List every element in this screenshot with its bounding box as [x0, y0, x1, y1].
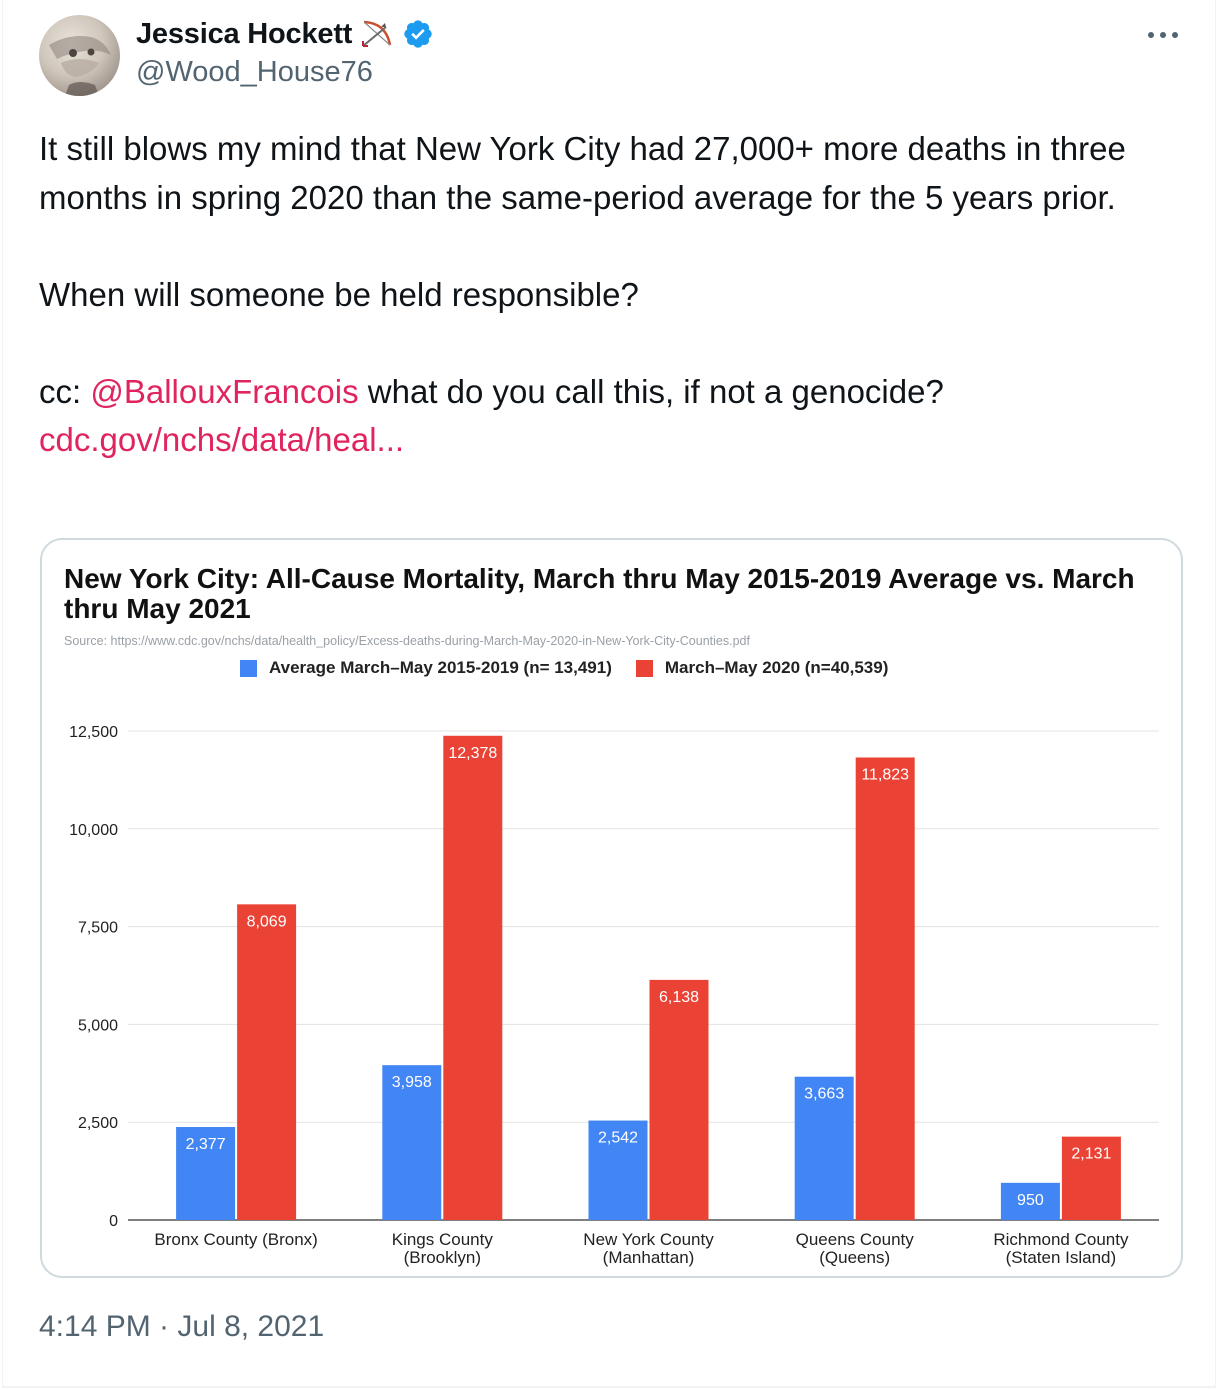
- x-tick-label: (Staten Island): [1005, 1248, 1117, 1267]
- more-options-button[interactable]: [1143, 20, 1183, 50]
- legend-label-2020: March–May 2020 (n=40,539): [664, 658, 889, 677]
- tweet-text: [39, 125, 1189, 465]
- display-name[interactable]: Jessica Hockett: [136, 17, 353, 50]
- y-tick-label: 2,500: [77, 1115, 118, 1133]
- data-label: 6,138: [658, 988, 700, 1006]
- author-handle[interactable]: @Wood_House76: [136, 56, 373, 88]
- tweet-card: [2, 0, 1216, 1388]
- bow-and-arrow-icon: [360, 19, 394, 49]
- cc-prefix: cc:: [39, 372, 91, 410]
- data-label: 8,069: [246, 913, 287, 931]
- tweet-paragraph-1: It still blows my mind that New York City had 27,000+ more deaths in three months in spring 2020 than the same-period average for the 5 years prior.: [39, 130, 1126, 216]
- bar-2020: [856, 757, 915, 1220]
- bar-2020: [443, 736, 502, 1220]
- y-tick-label: 10,000: [69, 821, 118, 839]
- avatar[interactable]: [39, 15, 120, 96]
- chart-image[interactable]: [40, 538, 1183, 1278]
- data-label: 2,131: [1071, 1145, 1112, 1163]
- verified-badge-icon[interactable]: [402, 18, 434, 50]
- tweet-timestamp[interactable]: 4:14 PM · Jul 8, 2021: [39, 1310, 325, 1343]
- avatar-photo-icon: [39, 15, 120, 96]
- external-link[interactable]: cdc.gov/nchs/data/heal...: [39, 421, 405, 458]
- more-options-icon: [1147, 31, 1179, 39]
- x-tick-label: Kings County: [391, 1230, 493, 1249]
- cc-suffix: what do you call this, if not a genocide?: [358, 372, 944, 410]
- y-tick-label: 5,000: [77, 1017, 118, 1035]
- bar-2020: [237, 904, 296, 1220]
- tweet-paragraph-3: [39, 368, 1189, 417]
- chart-source: Source: https://www.cdc.gov/nchs/data/health_policy/Excess-deaths-during-March-May-2020-in-New-York-City-Counties.pdf: [64, 634, 750, 648]
- data-label: 2,542: [597, 1129, 639, 1147]
- mention-link[interactable]: @BallouxFrancois: [90, 372, 359, 410]
- data-label: 12,378: [448, 744, 498, 762]
- data-label: 3,958: [391, 1074, 432, 1092]
- y-tick-label: 7,500: [77, 919, 118, 937]
- x-tick-label: (Queens): [819, 1248, 891, 1267]
- x-tick-label: (Brooklyn): [403, 1248, 482, 1267]
- x-tick-label: Richmond County: [993, 1230, 1129, 1249]
- legend-label-average: Average March–May 2015-2019 (n= 13,491): [269, 658, 612, 677]
- tweet-paragraph-2: When will someone be held responsible?: [39, 275, 639, 313]
- y-tick-label: 0: [109, 1213, 118, 1230]
- data-label: 11,823: [861, 766, 910, 784]
- bar-2020: [650, 980, 709, 1220]
- data-label: 2,377: [185, 1136, 226, 1154]
- chart-title: New York City: All-Cause Mortality, March thru May 2015-2019 Average vs. March thru May 2021: [64, 563, 1135, 624]
- y-tick-label: 12,500: [69, 724, 118, 741]
- author-name-row[interactable]: [136, 14, 434, 54]
- bar-chart: [42, 540, 1183, 1278]
- x-tick-label: Bronx County (Bronx): [154, 1230, 318, 1249]
- data-label: 950: [1017, 1191, 1044, 1209]
- x-tick-label: New York County: [583, 1230, 714, 1249]
- data-label: 3,663: [804, 1085, 845, 1103]
- x-tick-label: Queens County: [795, 1230, 914, 1249]
- x-tick-label: (Manhattan): [602, 1248, 695, 1267]
